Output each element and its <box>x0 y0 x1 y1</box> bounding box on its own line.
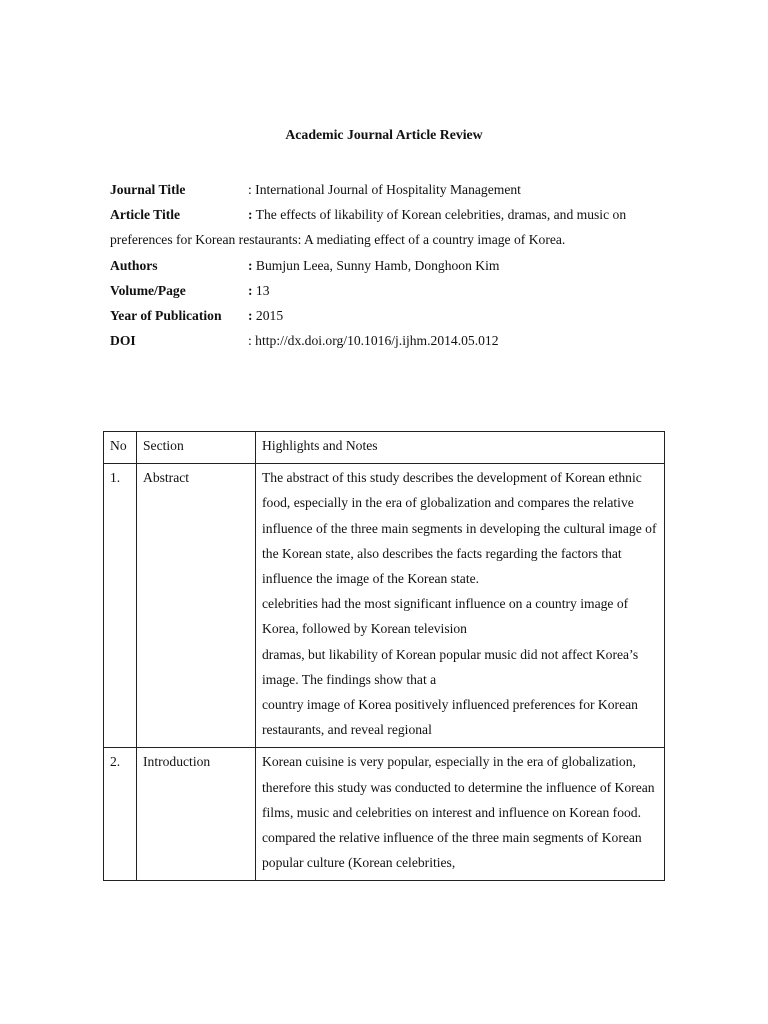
row-section: Introduction <box>137 748 256 881</box>
volume-colon: : <box>248 282 253 298</box>
row-notes <box>256 464 665 748</box>
doi-value: : http://dx.doi.org/10.1016/j.ijhm.2014.05.012 <box>248 333 499 349</box>
row-no: 2. <box>104 748 137 881</box>
table-row <box>104 464 665 748</box>
article-metadata <box>110 177 658 353</box>
volume-value: 13 <box>252 282 270 298</box>
authors-colon: : <box>248 257 253 273</box>
doi-label: DOI <box>110 333 136 349</box>
row-notes <box>256 748 665 881</box>
year-label: Year of Publication <box>110 308 222 324</box>
note-paragraph: country image of Korea positively influenced preferences for Korean restaurants, and reveal regional <box>262 697 638 738</box>
volume-label: Volume/Page <box>110 282 186 298</box>
table-row <box>104 748 665 881</box>
header-notes: Highlights and Notes <box>256 432 665 464</box>
note-paragraph: dramas, but likability of Korean popular music did not affect Korea’s image. The findings show that a <box>262 646 639 687</box>
article-title-value: The effects of likability of Korean celebrities, dramas, and music on preferences for Korean restaurants: A mediating effect of a country image of Korea. <box>110 207 627 248</box>
article-title-label: Article Title <box>110 207 181 223</box>
authors-label: Authors <box>110 257 158 273</box>
authors-value: Bumjun Leea, Sunny Hamb, Donghoon Kim <box>252 257 500 273</box>
authors-row <box>110 253 658 278</box>
row-no: 1. <box>104 464 137 748</box>
table-header-row <box>104 432 665 464</box>
note-paragraph: celebrities had the most significant influence on a country image of Korea, followed by Korean television <box>262 596 629 637</box>
note-paragraph: compared the relative influence of the three main segments of Korean popular culture (Korean celebrities, <box>262 830 642 871</box>
review-table <box>103 431 665 881</box>
row-section: Abstract <box>137 464 256 748</box>
journal-title-label: Journal Title <box>110 182 186 197</box>
journal-title-value: : International Journal of Hospitality Management <box>248 182 521 197</box>
volume-row <box>110 278 658 303</box>
doi-row <box>110 328 658 353</box>
header-no: No <box>104 432 137 464</box>
note-paragraph: The abstract of this study describes the development of Korean ethnic food, especially in the era of globalization and compares the relative influence of the three main segments in developing the cultural image of the Korean state, also describes the facts regarding the factors that influence the image of the Korean state. <box>262 470 657 587</box>
article-title-colon: : <box>248 207 253 223</box>
note-paragraph: Korean cuisine is very popular, especially in the era of globalization, therefore this study was conducted to determine the influence of Korean films, music and celebrities on interest and influence on Korean food. <box>262 754 655 820</box>
year-colon: : <box>248 308 253 324</box>
article-title-row <box>110 202 658 252</box>
year-value: 2015 <box>252 308 284 324</box>
header-section: Section <box>137 432 256 464</box>
page-title: Academic Journal Article Review <box>285 127 483 142</box>
year-row <box>110 303 658 328</box>
journal-title-row <box>110 177 658 202</box>
